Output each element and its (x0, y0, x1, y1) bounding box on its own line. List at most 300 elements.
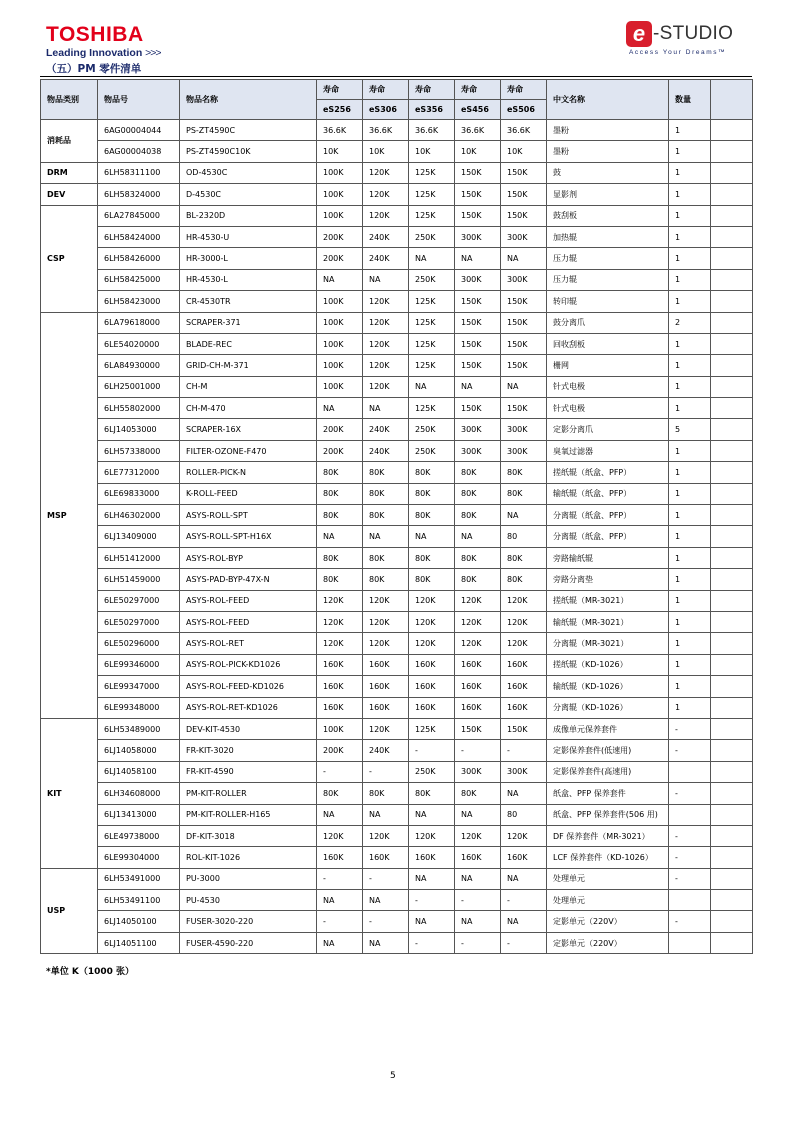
life-cell: 10K (317, 141, 363, 162)
blank-cell (711, 761, 753, 782)
part-name-cell: ASYS-ROL-BYP (180, 547, 317, 568)
life-cell: - (455, 740, 501, 761)
part-name-cell: CH-M-470 (180, 398, 317, 419)
life-cell: NA (409, 804, 455, 825)
tagline-text: Leading Innovation (46, 47, 143, 59)
tagline-arrows: >>> (145, 47, 161, 59)
cn-name-cell: LCF 保养套件（KD-1026） (547, 847, 669, 868)
cn-name-cell: 旁路输纸辊 (547, 547, 669, 568)
life-cell: 80K (409, 569, 455, 590)
cn-name-cell: 定影保养套件(低速用) (547, 740, 669, 761)
life-cell: NA (409, 248, 455, 269)
part-name-cell: ASYS-ROL-FEED (180, 611, 317, 632)
life-cell: 160K (455, 847, 501, 868)
table-header-row-1 (41, 80, 753, 100)
life-cell: NA (501, 911, 547, 932)
life-cell: 120K (409, 633, 455, 654)
life-cell: NA (455, 911, 501, 932)
table-row (41, 911, 753, 932)
cn-name-cell: 定影分离爪 (547, 419, 669, 440)
life-cell: 240K (363, 248, 409, 269)
part-name-cell: D-4530C (180, 184, 317, 205)
part-name-cell: FR-KIT-3020 (180, 740, 317, 761)
cn-name-cell: 分离辊（纸盒、PFP） (547, 505, 669, 526)
blank-cell (711, 205, 753, 226)
life-cell: 36.6K (363, 120, 409, 141)
life-cell: 120K (363, 611, 409, 632)
table-row (41, 333, 753, 354)
life-cell: 100K (317, 291, 363, 312)
qty-cell: - (669, 740, 711, 761)
life-cell: 125K (409, 291, 455, 312)
life-cell: - (501, 932, 547, 953)
part-no-cell: 6LH58324000 (98, 184, 180, 205)
blank-cell (711, 526, 753, 547)
life-cell: 160K (363, 847, 409, 868)
life-cell: - (501, 740, 547, 761)
blank-cell (711, 162, 753, 183)
life-cell: 250K (409, 440, 455, 461)
life-cell: 80K (317, 547, 363, 568)
blank-cell (711, 376, 753, 397)
life-cell: 120K (363, 162, 409, 183)
part-no-cell: 6AG00004038 (98, 141, 180, 162)
blank-cell (711, 419, 753, 440)
part-name-cell: ASYS-PAD-BYP-47X-N (180, 569, 317, 590)
part-name-cell: ASYS-ROL-RET-KD1026 (180, 697, 317, 718)
life-cell: 150K (501, 333, 547, 354)
life-cell: 80K (409, 505, 455, 526)
cn-name-cell: 臭氧过滤器 (547, 440, 669, 461)
cn-name-cell: 处理单元 (547, 890, 669, 911)
part-name-cell: PU-4530 (180, 890, 317, 911)
life-cell: 125K (409, 312, 455, 333)
blank-cell (711, 654, 753, 675)
life-cell: NA (363, 804, 409, 825)
blank-cell (711, 547, 753, 568)
qty-cell: - (669, 868, 711, 889)
table-row (41, 761, 753, 782)
life-cell: NA (455, 248, 501, 269)
table-row (41, 890, 753, 911)
cn-name-cell: 分离辊（KD-1026） (547, 697, 669, 718)
life-cell: 120K (455, 590, 501, 611)
life-cell: 250K (409, 761, 455, 782)
qty-cell: 1 (669, 376, 711, 397)
life-cell: 125K (409, 355, 455, 376)
life-cell: - (409, 932, 455, 953)
life-cell: NA (455, 376, 501, 397)
qty-cell: 1 (669, 226, 711, 247)
header-model-es356: eS356 (409, 100, 455, 120)
life-cell: 120K (455, 825, 501, 846)
header-model-es456: eS456 (455, 100, 501, 120)
part-no-cell: 6LE50297000 (98, 611, 180, 632)
life-cell: 160K (317, 847, 363, 868)
blank-cell (711, 697, 753, 718)
category-cell: 消耗品 (41, 120, 98, 163)
section-title: （五）PM 零件清单 (46, 63, 142, 75)
part-no-cell: 6LH57338000 (98, 440, 180, 461)
life-cell: 120K (317, 590, 363, 611)
life-cell: 80K (363, 505, 409, 526)
life-cell: 240K (363, 440, 409, 461)
life-cell: 120K (363, 205, 409, 226)
part-name-cell: ROL-KIT-1026 (180, 847, 317, 868)
part-no-cell: 6LE77312000 (98, 462, 180, 483)
estudio-tagline: Access Your Dreams™ (629, 49, 727, 56)
table-row (41, 462, 753, 483)
cn-name-cell: 分离辊（MR-3021） (547, 633, 669, 654)
life-cell: 120K (363, 376, 409, 397)
part-no-cell: 6LE54020000 (98, 333, 180, 354)
qty-cell: 1 (669, 611, 711, 632)
estudio-text: -STUDIO (653, 23, 734, 44)
life-cell: 80K (317, 505, 363, 526)
qty-cell: 1 (669, 483, 711, 504)
part-name-cell: SCRAPER-16X (180, 419, 317, 440)
life-cell: 125K (409, 184, 455, 205)
table-row (41, 676, 753, 697)
life-cell: 250K (409, 269, 455, 290)
part-name-cell: DEV-KIT-4530 (180, 718, 317, 739)
estudio-e-icon: e (626, 21, 652, 47)
life-cell: 36.6K (317, 120, 363, 141)
blank-cell (711, 355, 753, 376)
life-cell: 120K (317, 825, 363, 846)
cn-name-cell: 针式电极 (547, 398, 669, 419)
life-cell: NA (363, 269, 409, 290)
cn-name-cell: 旁路分离垫 (547, 569, 669, 590)
qty-cell: 1 (669, 697, 711, 718)
qty-cell (669, 890, 711, 911)
cn-name-cell: 鼓刮板 (547, 205, 669, 226)
table-row (41, 398, 753, 419)
life-cell: 120K (455, 611, 501, 632)
blank-cell (711, 611, 753, 632)
life-cell: 150K (455, 355, 501, 376)
life-cell: NA (501, 783, 547, 804)
qty-cell: - (669, 825, 711, 846)
blank-cell (711, 248, 753, 269)
life-cell: 150K (455, 718, 501, 739)
life-cell: NA (363, 932, 409, 953)
life-cell: NA (501, 248, 547, 269)
part-no-cell: 6LH51459000 (98, 569, 180, 590)
blank-cell (711, 141, 753, 162)
part-no-cell: 6LA84930000 (98, 355, 180, 376)
qty-cell: 1 (669, 440, 711, 461)
cn-name-cell: 搓纸辊（KD-1026） (547, 654, 669, 675)
life-cell: 120K (317, 611, 363, 632)
life-cell: 125K (409, 333, 455, 354)
life-cell: 80K (409, 483, 455, 504)
life-cell: - (409, 890, 455, 911)
part-no-cell: 6LE99348000 (98, 697, 180, 718)
pm-table-body (41, 80, 753, 954)
part-no-cell: 6LJ14058100 (98, 761, 180, 782)
life-cell: - (317, 761, 363, 782)
header-model-es506: eS506 (501, 100, 547, 120)
qty-cell: 5 (669, 419, 711, 440)
qty-cell: 1 (669, 569, 711, 590)
life-cell: 80K (363, 569, 409, 590)
unit-footnote: *单位 K（1000 张） (46, 967, 134, 977)
table-row (41, 120, 753, 141)
life-cell: 120K (363, 312, 409, 333)
life-cell: 160K (455, 676, 501, 697)
blank-cell (711, 120, 753, 141)
cn-name-cell: 成像单元保养套件 (547, 718, 669, 739)
title-divider (40, 76, 752, 77)
qty-cell: 1 (669, 398, 711, 419)
life-cell: 200K (317, 419, 363, 440)
header-blank (711, 80, 753, 120)
life-cell: NA (455, 804, 501, 825)
header-life-3: 寿命 (409, 80, 455, 100)
life-cell: - (317, 868, 363, 889)
life-cell: 80K (501, 547, 547, 568)
life-cell: 150K (501, 162, 547, 183)
life-cell: 150K (455, 333, 501, 354)
life-cell: - (455, 890, 501, 911)
life-cell: 120K (501, 633, 547, 654)
part-no-cell: 6LH53491000 (98, 868, 180, 889)
part-name-cell: FUSER-3020-220 (180, 911, 317, 932)
life-cell: NA (455, 868, 501, 889)
part-name-cell: ASYS-ROL-PICK-KD1026 (180, 654, 317, 675)
life-cell: 150K (455, 162, 501, 183)
life-cell: 160K (409, 847, 455, 868)
table-row (41, 783, 753, 804)
blank-cell (711, 291, 753, 312)
life-cell: 100K (317, 718, 363, 739)
part-name-cell: ASYS-ROLL-SPT-H16X (180, 526, 317, 547)
life-cell: 150K (455, 312, 501, 333)
qty-cell: 1 (669, 547, 711, 568)
part-no-cell: 6LH51412000 (98, 547, 180, 568)
category-cell: DEV (41, 184, 98, 205)
life-cell: 125K (409, 398, 455, 419)
life-cell: 36.6K (455, 120, 501, 141)
life-cell: 150K (455, 291, 501, 312)
table-row (41, 269, 753, 290)
blank-cell (711, 740, 753, 761)
part-no-cell: 6LJ13409000 (98, 526, 180, 547)
blank-cell (711, 505, 753, 526)
life-cell: 160K (455, 697, 501, 718)
table-row (41, 932, 753, 953)
cn-name-cell: 压力辊 (547, 248, 669, 269)
part-name-cell: PS-ZT4590C (180, 120, 317, 141)
blank-cell (711, 312, 753, 333)
life-cell: 160K (455, 654, 501, 675)
life-cell: - (455, 932, 501, 953)
qty-cell: - (669, 718, 711, 739)
part-name-cell: CH-M (180, 376, 317, 397)
life-cell: 80K (317, 462, 363, 483)
part-name-cell: DF-KIT-3018 (180, 825, 317, 846)
qty-cell: 1 (669, 462, 711, 483)
part-name-cell: ASYS-ROLL-SPT (180, 505, 317, 526)
qty-cell: 1 (669, 333, 711, 354)
life-cell: 36.6K (409, 120, 455, 141)
table-row (41, 226, 753, 247)
table-row (41, 505, 753, 526)
table-row (41, 697, 753, 718)
table-row (41, 419, 753, 440)
blank-cell (711, 868, 753, 889)
estudio-wordmark (626, 20, 733, 48)
part-no-cell: 6LJ14058000 (98, 740, 180, 761)
category-cell: USP (41, 868, 98, 954)
cn-name-cell: 转印辊 (547, 291, 669, 312)
blank-cell (711, 483, 753, 504)
table-row (41, 654, 753, 675)
life-cell: NA (363, 398, 409, 419)
part-name-cell: CR-4530TR (180, 291, 317, 312)
category-cell: DRM (41, 162, 98, 183)
part-name-cell: SCRAPER-371 (180, 312, 317, 333)
life-cell: 200K (317, 440, 363, 461)
life-cell: 300K (501, 440, 547, 461)
life-cell: NA (317, 804, 363, 825)
qty-cell: - (669, 911, 711, 932)
life-cell: 10K (409, 141, 455, 162)
blank-cell (711, 333, 753, 354)
qty-cell (669, 932, 711, 953)
life-cell: 80K (363, 483, 409, 504)
life-cell: 80K (501, 483, 547, 504)
life-cell: 200K (317, 740, 363, 761)
header-part-no: 物品号 (98, 80, 180, 120)
cn-name-cell: 搓纸辊（MR-3021） (547, 590, 669, 611)
cn-name-cell: 定影单元（220V） (547, 911, 669, 932)
header-life-2: 寿命 (363, 80, 409, 100)
life-cell: NA (501, 505, 547, 526)
life-cell: 300K (501, 226, 547, 247)
table-row (41, 611, 753, 632)
part-name-cell: OD-4530C (180, 162, 317, 183)
blank-cell (711, 804, 753, 825)
part-no-cell: 6LJ13413000 (98, 804, 180, 825)
life-cell: 300K (455, 419, 501, 440)
part-no-cell: 6LA79618000 (98, 312, 180, 333)
part-no-cell: 6LJ14053000 (98, 419, 180, 440)
qty-cell: 1 (669, 676, 711, 697)
table-row (41, 569, 753, 590)
life-cell: 80K (455, 569, 501, 590)
cn-name-cell: 输纸辊（KD-1026） (547, 676, 669, 697)
part-no-cell: 6LE99347000 (98, 676, 180, 697)
life-cell: 300K (455, 269, 501, 290)
life-cell: - (409, 740, 455, 761)
part-no-cell: 6AG00004044 (98, 120, 180, 141)
life-cell: - (363, 911, 409, 932)
life-cell: 80K (363, 783, 409, 804)
life-cell: 240K (363, 419, 409, 440)
part-no-cell: 6LJ14051100 (98, 932, 180, 953)
cn-name-cell: 输纸辊（MR-3021） (547, 611, 669, 632)
part-name-cell: PM-KIT-ROLLER (180, 783, 317, 804)
life-cell: 10K (363, 141, 409, 162)
qty-cell: 1 (669, 205, 711, 226)
qty-cell (669, 761, 711, 782)
part-no-cell: 6LE69833000 (98, 483, 180, 504)
blank-cell (711, 633, 753, 654)
life-cell: 120K (501, 590, 547, 611)
cn-name-cell: 定影单元（220V） (547, 932, 669, 953)
life-cell: - (501, 890, 547, 911)
life-cell: 80K (317, 783, 363, 804)
life-cell: 300K (455, 761, 501, 782)
qty-cell (669, 804, 711, 825)
part-name-cell: HR-3000-L (180, 248, 317, 269)
life-cell: NA (317, 269, 363, 290)
qty-cell: - (669, 847, 711, 868)
cn-name-cell: 搓纸辊（纸盒、PFP） (547, 462, 669, 483)
table-row (41, 312, 753, 333)
cn-name-cell: 鼓 (547, 162, 669, 183)
life-cell: 150K (501, 184, 547, 205)
life-cell: 100K (317, 205, 363, 226)
life-cell: 250K (409, 226, 455, 247)
qty-cell: 1 (669, 248, 711, 269)
life-cell: NA (363, 526, 409, 547)
part-name-cell: BL-2320D (180, 205, 317, 226)
table-row (41, 804, 753, 825)
header-life-1: 寿命 (317, 80, 363, 100)
part-no-cell: 6LH58424000 (98, 226, 180, 247)
part-no-cell: 6LH53489000 (98, 718, 180, 739)
life-cell: 80K (317, 569, 363, 590)
blank-cell (711, 825, 753, 846)
life-cell: NA (409, 376, 455, 397)
cn-name-cell: 鼓分离爪 (547, 312, 669, 333)
header-part-name: 物品名称 (180, 80, 317, 120)
header-qty: 数量 (669, 80, 711, 120)
qty-cell: 1 (669, 269, 711, 290)
blank-cell (711, 932, 753, 953)
toshiba-logo (46, 24, 161, 59)
table-row (41, 633, 753, 654)
cn-name-cell: 墨粉 (547, 120, 669, 141)
table-row (41, 355, 753, 376)
life-cell: NA (317, 932, 363, 953)
table-row (41, 376, 753, 397)
qty-cell: 2 (669, 312, 711, 333)
qty-cell: 1 (669, 120, 711, 141)
life-cell: 80K (455, 783, 501, 804)
part-name-cell: ASYS-ROL-FEED (180, 590, 317, 611)
life-cell: 120K (409, 825, 455, 846)
part-name-cell: ASYS-ROL-FEED-KD1026 (180, 676, 317, 697)
blank-cell (711, 783, 753, 804)
part-no-cell: 6LA27845000 (98, 205, 180, 226)
part-name-cell: HR-4530-L (180, 269, 317, 290)
part-no-cell: 6LH58311100 (98, 162, 180, 183)
life-cell: 250K (409, 419, 455, 440)
header-model-es306: eS306 (363, 100, 409, 120)
life-cell: 150K (455, 184, 501, 205)
table-row (41, 868, 753, 889)
life-cell: 300K (455, 226, 501, 247)
cn-name-cell: 输纸辊（纸盒、PFP） (547, 483, 669, 504)
life-cell: 160K (363, 654, 409, 675)
life-cell: 120K (317, 633, 363, 654)
table-row (41, 141, 753, 162)
blank-cell (711, 847, 753, 868)
